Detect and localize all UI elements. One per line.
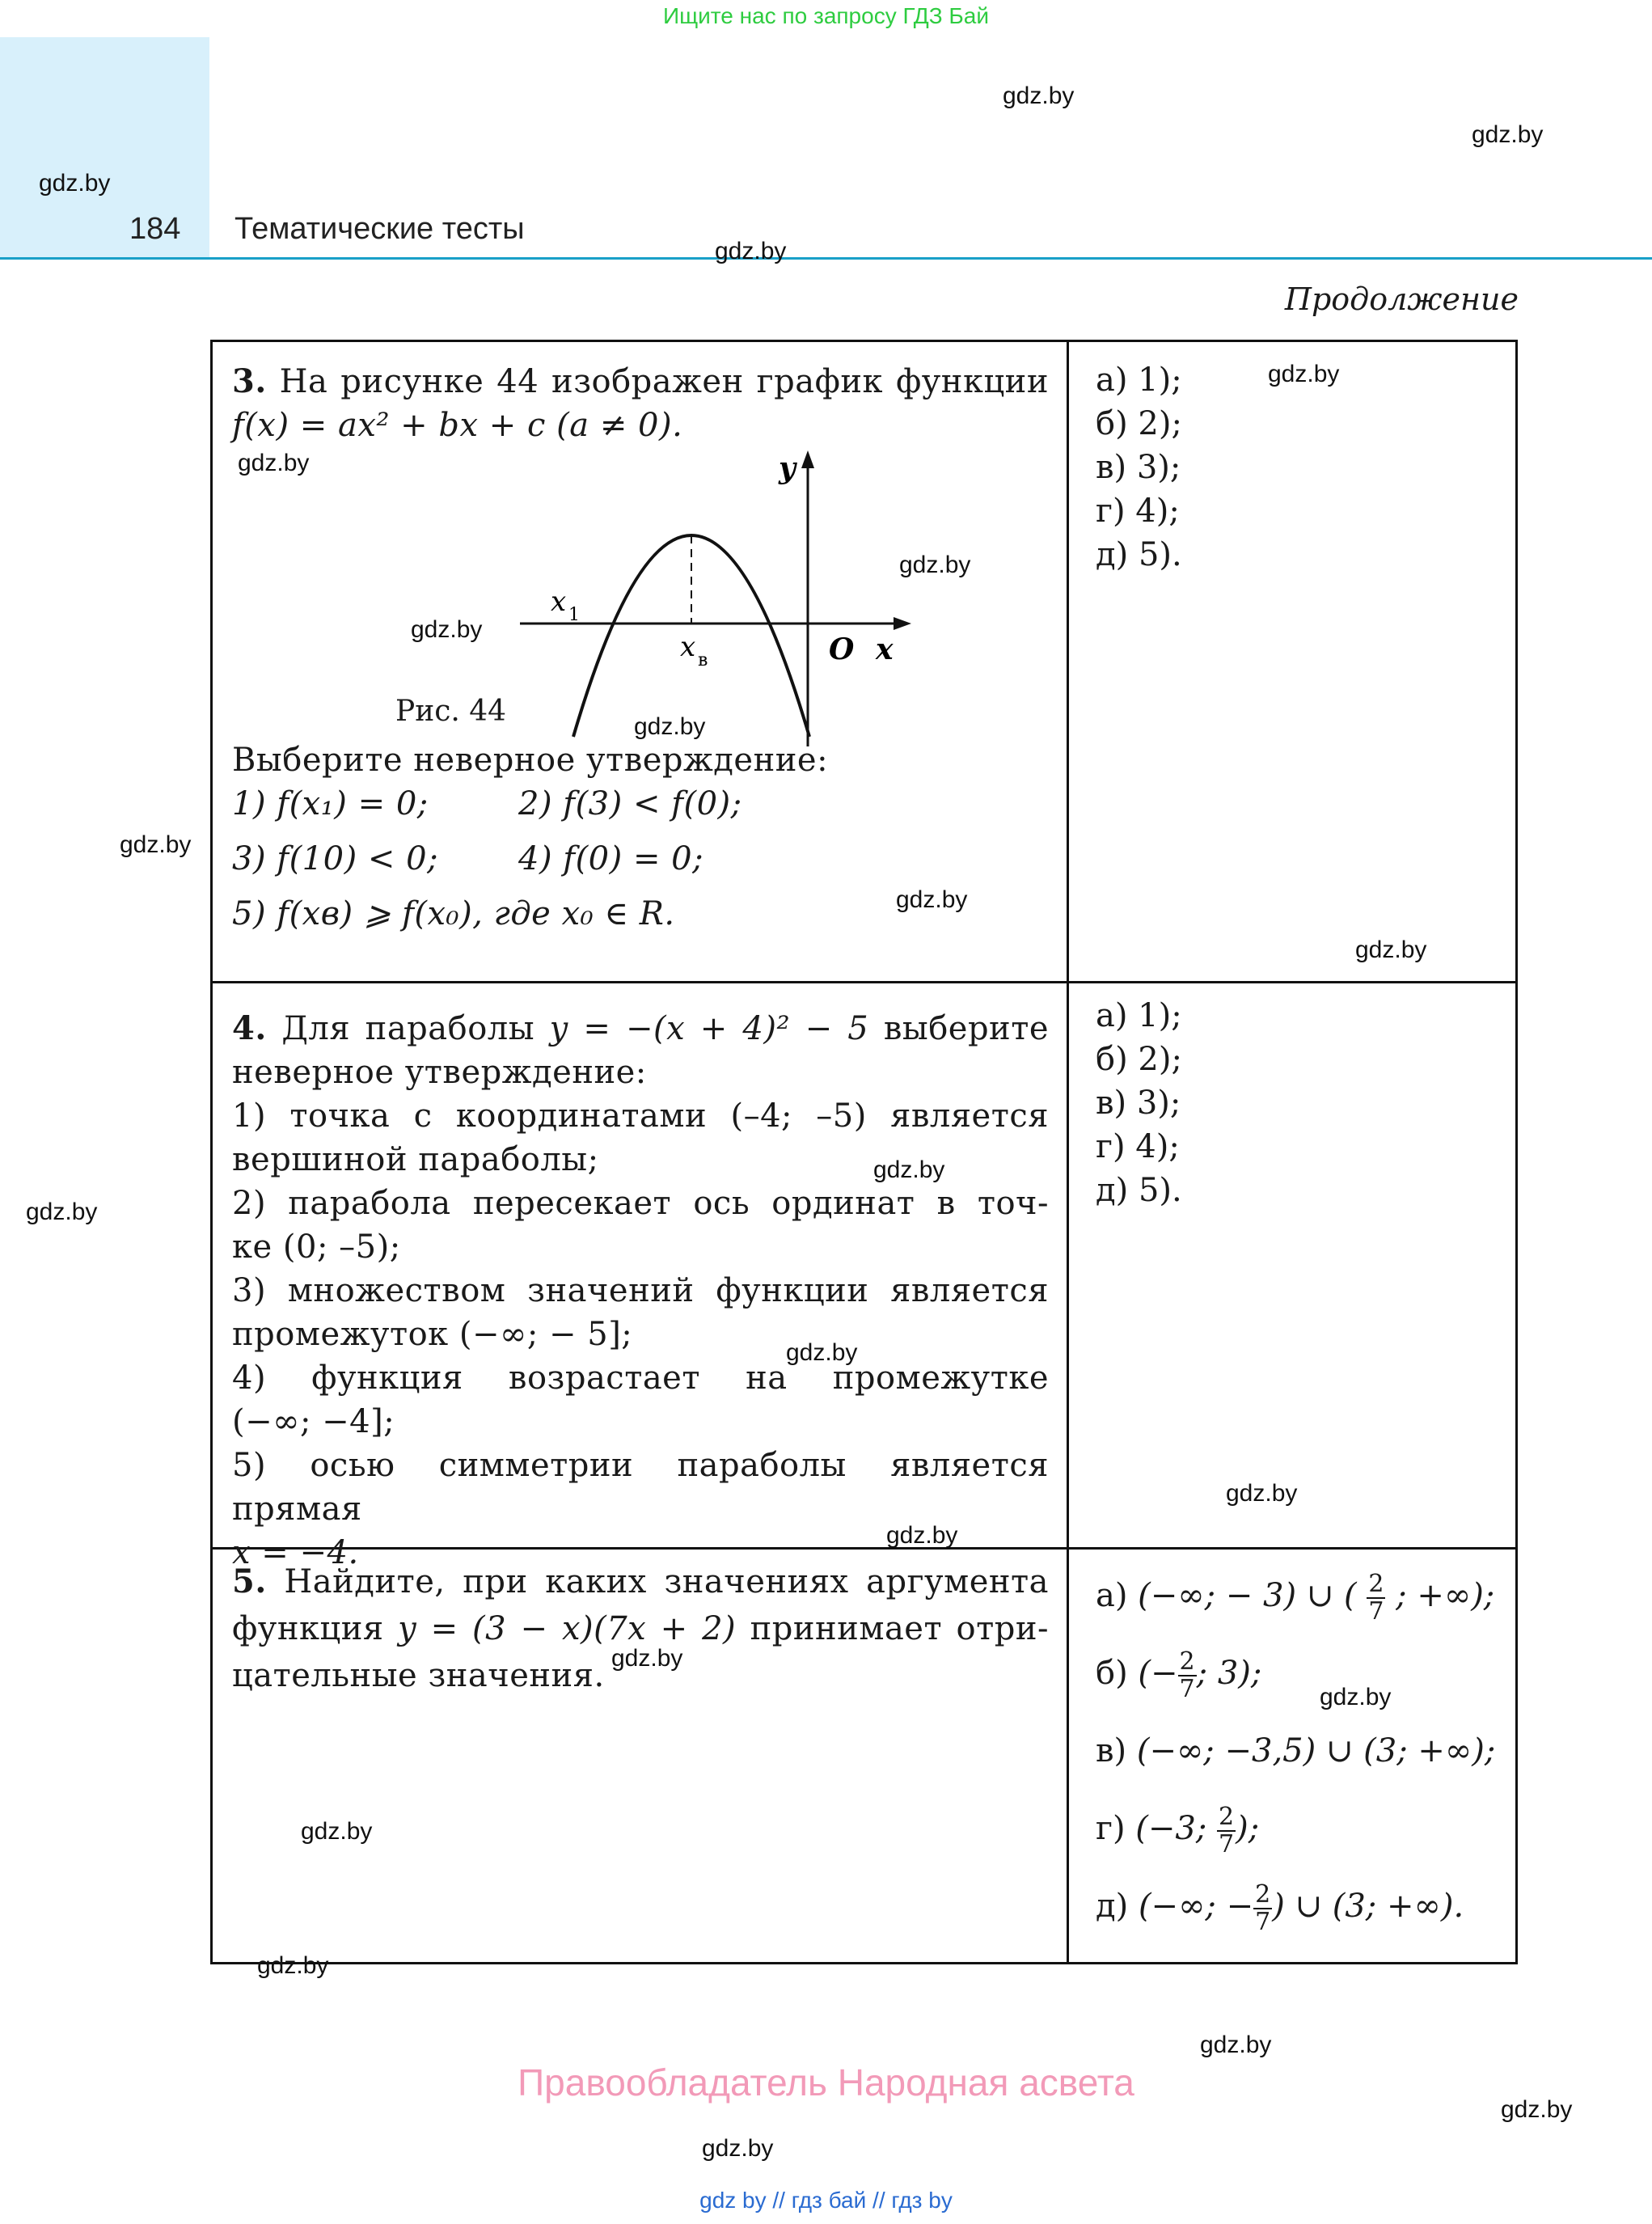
option-text: (−∞; − 3) ∪ (: [1138, 1577, 1357, 1614]
y-axis-label: y: [779, 451, 796, 485]
option-text: (−∞; −3,5) ∪ (3; +∞);: [1136, 1732, 1496, 1769]
question-text: функция: [232, 1610, 384, 1647]
watermark: gdz.by: [26, 1199, 98, 1225]
statement-4-word: на: [746, 1359, 788, 1397]
y-axis-arrow: [801, 450, 814, 468]
watermark: gdz.by: [1355, 937, 1427, 963]
fraction-numerator: 2: [1179, 1647, 1195, 1676]
question-formula: y = (3 − x)(7x + 2): [398, 1610, 737, 1647]
statement-1-cont: вершиной параболы;: [232, 1141, 599, 1178]
statement-2: 2) парабола пересекает ось ординат в точ-: [232, 1185, 1049, 1222]
question-formula: y = −(x + 4)² − 5: [549, 1010, 869, 1047]
fraction-numerator: 2: [1368, 1570, 1384, 1598]
question-prompt: Выберите неверное утверждение:: [232, 742, 829, 779]
option-c[interactable]: [1096, 1727, 1495, 1804]
option-text: ) ∪ (3; +∞).: [1272, 1888, 1464, 1925]
watermark: gdz.by: [411, 616, 483, 643]
option-text: (−: [1138, 1655, 1178, 1692]
watermark: gdz.by: [39, 170, 111, 197]
question-3: [232, 360, 1049, 447]
option-d[interactable]: г) 4);: [1096, 493, 1180, 530]
watermark: gdz.by: [1268, 361, 1340, 387]
row-divider: [213, 981, 1515, 983]
fraction: [1217, 1804, 1236, 1858]
option-label: а): [1096, 1577, 1128, 1614]
option-e[interactable]: [1096, 1882, 1495, 1960]
statement-1: 1) точка с координатами (–4; –5) является: [232, 1097, 1049, 1135]
continuation-label: Продолжение: [1284, 281, 1519, 317]
statement-2: 2) f(3) < f(0);: [518, 785, 742, 822]
question-number: 5.: [232, 1562, 267, 1600]
question-text: Для параболы: [281, 1010, 535, 1047]
option-e[interactable]: д) 5).: [1096, 536, 1182, 573]
question-number: 3.: [232, 362, 267, 400]
question-4: [232, 1007, 1049, 1575]
x-axis-arrow: [894, 617, 911, 630]
option-text: ; 3);: [1196, 1655, 1262, 1692]
watermark: gdz.by: [1501, 2096, 1573, 2123]
option-d[interactable]: г) 4);: [1096, 1128, 1180, 1165]
option-label: д): [1096, 1888, 1129, 1925]
fraction-numerator: 2: [1219, 1803, 1235, 1831]
statement-4: 4) f(0) = 0;: [518, 840, 704, 877]
figure-caption: Рис. 44: [395, 695, 507, 728]
question-4-options: [1096, 994, 1182, 1212]
watermark: gdz.by: [1003, 82, 1075, 109]
watermark: gdz.by: [886, 1522, 958, 1549]
question-text: Найдите, при каких значениях аргумента: [284, 1563, 1049, 1600]
watermark: gdz.by: [899, 552, 971, 578]
statement-3-cont: промежуток (−∞; − 5];: [232, 1316, 633, 1353]
watermark: gdz.by: [1200, 2032, 1272, 2058]
statement-5-cont: x = −4.: [232, 1534, 359, 1571]
question-5-options: [1096, 1571, 1495, 1960]
question-text: принимает отри-: [750, 1610, 1050, 1647]
question-text: неверное утверждение:: [232, 1054, 647, 1091]
option-label: г): [1096, 1810, 1126, 1847]
watermark: gdz.by: [611, 1645, 683, 1672]
statement-5: 5) f(xв) ⩾ f(x₀), где x₀ ∈ R.: [232, 895, 675, 932]
fraction: [1367, 1571, 1385, 1625]
bottom-links[interactable]: gdz by // гдз бай // гдз by: [699, 2188, 953, 2213]
watermark: gdz.by: [634, 713, 706, 740]
option-b[interactable]: [1096, 1649, 1495, 1727]
option-text: (−∞; −: [1138, 1888, 1254, 1925]
xv-label: x: [680, 631, 696, 663]
option-b[interactable]: б) 2);: [1096, 405, 1182, 442]
statement-4: 4) функция: [232, 1359, 463, 1397]
fraction-denominator: 7: [1255, 1908, 1271, 1936]
watermark: gdz.by: [120, 831, 192, 858]
watermark: gdz.by: [1320, 1684, 1392, 1710]
watermark: gdz.by: [1472, 121, 1544, 148]
top-banner: Ищите нас по запросу ГДЗ Бай: [662, 3, 990, 28]
section-title: Тематические тесты: [234, 212, 525, 246]
option-e[interactable]: д) 5).: [1096, 1172, 1182, 1209]
fraction-denominator: 7: [1368, 1597, 1384, 1626]
question-text: На рисунке 44 изображен график функции: [279, 363, 1049, 400]
statement-1: 1) f(x₁) = 0;: [232, 785, 429, 822]
watermark: gdz.by: [238, 450, 310, 476]
fraction: [1178, 1649, 1197, 1702]
question-5: [232, 1558, 1049, 1699]
rights-holder: Правообладатель Народная асвета: [518, 2061, 1134, 2103]
fraction: [1253, 1882, 1272, 1935]
option-a[interactable]: а) 1);: [1096, 362, 1182, 399]
statement-4-cont: (−∞; −4];: [232, 1403, 395, 1440]
parabola-figure: [520, 439, 1102, 746]
question-text: цательные значения.: [232, 1657, 605, 1694]
watermark: gdz.by: [873, 1156, 945, 1183]
xv-subscript: в: [698, 650, 708, 670]
question-number: 4.: [232, 1009, 267, 1047]
question-text: выберите: [883, 1010, 1050, 1047]
statement-3: 3) f(10) < 0;: [232, 840, 439, 877]
option-b[interactable]: б) 2);: [1096, 1041, 1182, 1078]
watermark: gdz.by: [257, 1952, 329, 1979]
watermark: gdz.by: [896, 886, 968, 913]
statement-5: 5) осью симметрии параболы является прямая: [232, 1447, 1049, 1528]
page-number: 184: [129, 212, 181, 246]
watermark: gdz.by: [1226, 1480, 1298, 1507]
header-rule: [0, 257, 1652, 260]
statement-3: 3) множеством значений функции является: [232, 1272, 1049, 1309]
fraction-numerator: 2: [1255, 1880, 1271, 1909]
question-formula: f(x) = ax² + bx + c (a ≠ 0).: [232, 407, 683, 444]
option-label: в): [1096, 1732, 1127, 1769]
option-text: );: [1236, 1810, 1260, 1847]
watermark: gdz.by: [715, 238, 787, 264]
option-d[interactable]: [1096, 1804, 1495, 1882]
statement-4-word: промежутке: [832, 1359, 1050, 1397]
option-a[interactable]: а) 1);: [1096, 997, 1182, 1034]
option-a[interactable]: [1096, 1571, 1495, 1649]
watermark: gdz.by: [702, 2135, 774, 2162]
fraction-denominator: 7: [1219, 1830, 1235, 1858]
option-c[interactable]: в) 3);: [1096, 1085, 1181, 1122]
watermark: gdz.by: [786, 1339, 858, 1366]
option-c[interactable]: в) 3);: [1096, 449, 1181, 486]
option-label: б): [1096, 1655, 1128, 1692]
x-axis-label: x: [876, 632, 894, 666]
fraction-denominator: 7: [1179, 1675, 1195, 1703]
x1-label: x: [551, 586, 567, 618]
option-text: (−3;: [1135, 1810, 1207, 1847]
question-3-options: [1096, 358, 1182, 577]
option-text: ; +∞);: [1396, 1577, 1495, 1614]
x1-subscript: 1: [568, 605, 580, 625]
statement-2-cont: ке (0; –5);: [232, 1228, 401, 1266]
origin-label: O: [829, 632, 855, 666]
statement-4-word: возрастает: [508, 1359, 700, 1397]
tests-table: [210, 340, 1518, 1964]
watermark: gdz.by: [301, 1818, 373, 1845]
